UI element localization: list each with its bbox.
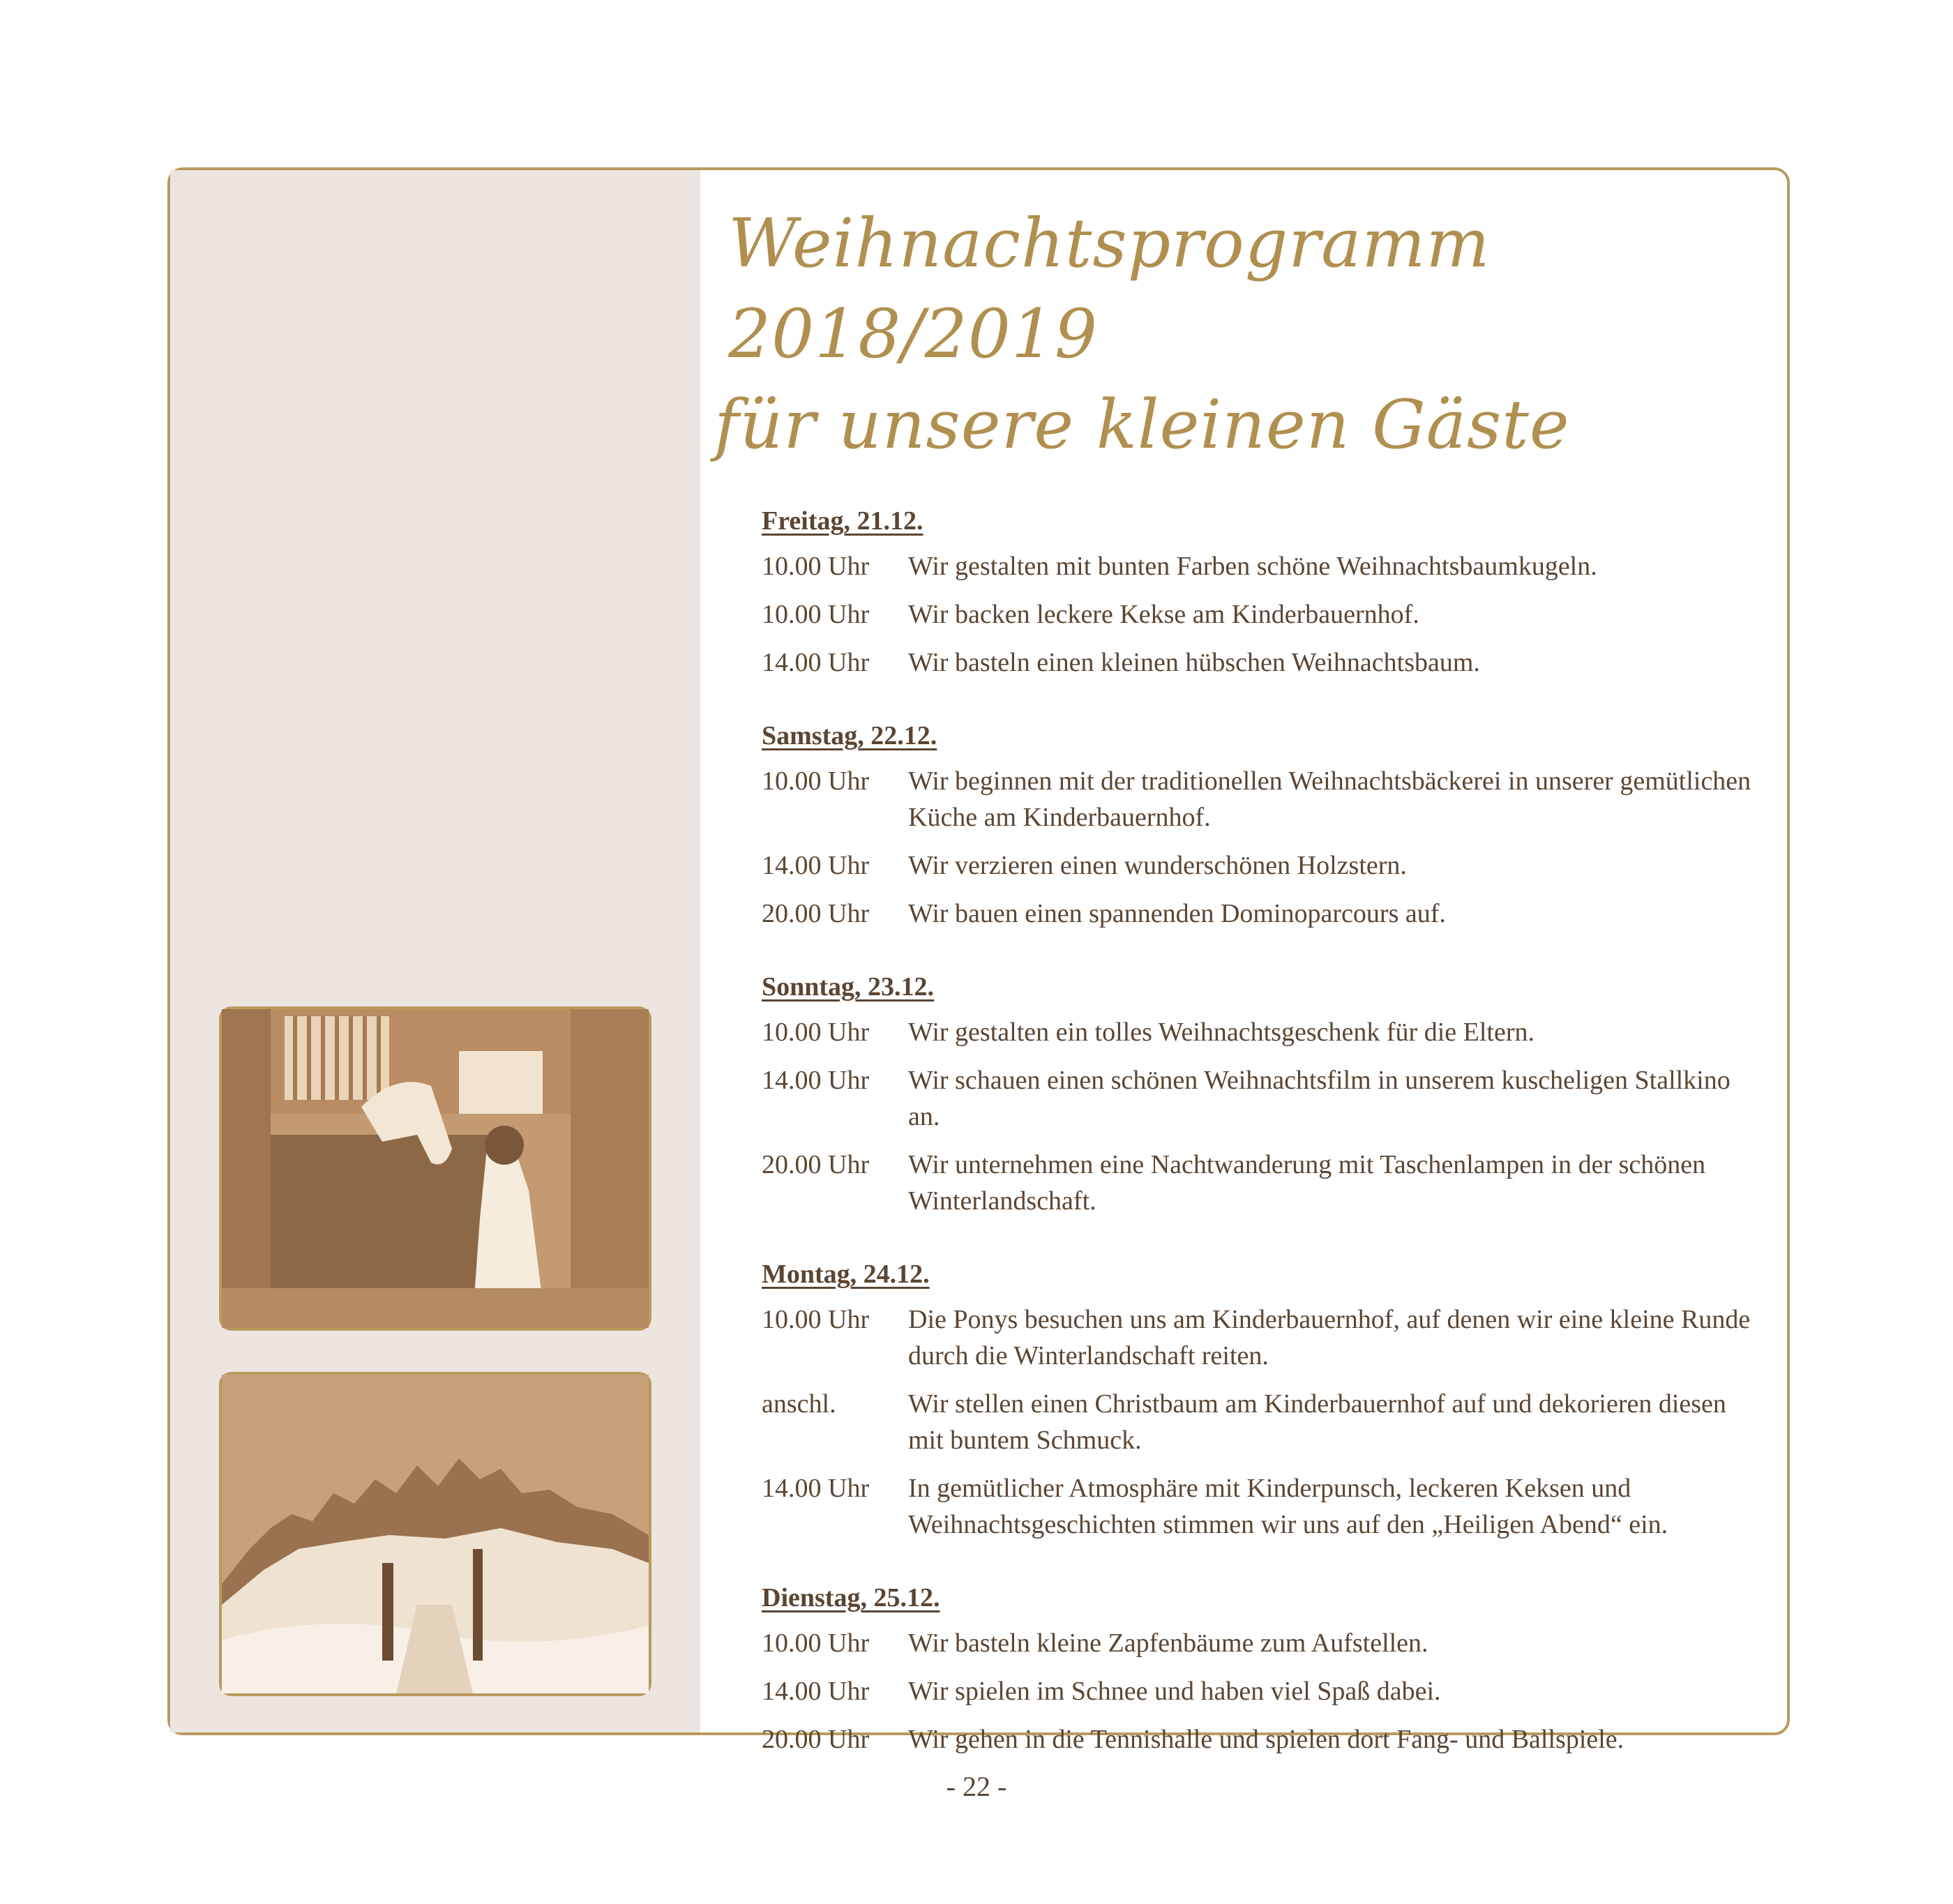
entry-text: Wir bauen einen spannenden Dominoparcours auf. — [908, 899, 1446, 928]
entry-text: Wir gestalten ein tolles Weihnachtsgeschenk für die Eltern. — [908, 1018, 1534, 1047]
page-number: - 22 - — [946, 1771, 1007, 1802]
entry-time: 10.00 Uhr — [762, 1018, 870, 1047]
program-entry — [762, 1386, 1760, 1458]
program-content — [714, 198, 1760, 1769]
day-block-sonntag — [762, 968, 1760, 1219]
program-frame — [167, 167, 1790, 1754]
entry-time: 10.00 Uhr — [762, 600, 870, 629]
entry-text: Wir schauen einen schönen Weihnachtsfilm in unserem kuscheligen Stallkino an. — [908, 1066, 1730, 1131]
entry-text: Wir backen leckere Kekse am Kinderbauernhof. — [908, 600, 1419, 629]
entry-text: Wir gehen in die Tennishalle und spielen dort Fang- und Ballspiele. — [908, 1725, 1624, 1754]
entry-time: 10.00 Uhr — [762, 552, 870, 581]
program-entry — [762, 1062, 1760, 1135]
program-entry — [762, 1673, 1760, 1709]
entry-text: Wir unternehmen eine Nachtwanderung mit Taschenlampen in der schönen Winterlandschaft. — [908, 1150, 1706, 1216]
entry-time: 10.00 Uhr — [762, 766, 870, 796]
entry-time: 14.00 Uhr — [762, 1066, 870, 1095]
entry-text: Wir basteln kleine Zapfenbäume zum Aufstellen. — [908, 1629, 1428, 1658]
entry-text: Die Ponys besuchen uns am Kinderbauernhof, auf denen wir eine kleine Runde durch die Winterlandschaft reiten. — [908, 1305, 1751, 1370]
entry-time: 14.00 Uhr — [762, 648, 870, 677]
program-entry — [762, 596, 1760, 633]
day-heading: Montag, 24.12. — [762, 1260, 930, 1289]
day-heading: Samstag, 22.12. — [762, 721, 937, 750]
day-heading: Sonntag, 23.12. — [762, 972, 935, 1002]
left-side-panel — [170, 170, 700, 1732]
photo-winter-mountains — [219, 1372, 651, 1696]
program-entry — [762, 1014, 1760, 1050]
entry-text: Wir verzieren einen wunderschönen Holzstern. — [908, 851, 1407, 880]
program-entry — [762, 1721, 1760, 1758]
program-entry — [762, 847, 1760, 884]
day-block-dienstag — [762, 1579, 1760, 1758]
entry-time: 14.00 Uhr — [762, 1677, 870, 1706]
day-heading: Freitag, 21.12. — [762, 506, 923, 536]
day-block-montag — [762, 1255, 1760, 1543]
entry-time: 10.00 Uhr — [762, 1305, 870, 1334]
entry-time: 10.00 Uhr — [762, 1629, 870, 1658]
page-title — [714, 198, 1760, 470]
entry-time: 14.00 Uhr — [762, 1474, 870, 1503]
program-entry — [762, 896, 1760, 932]
entry-time: 14.00 Uhr — [762, 851, 870, 880]
program-entry — [762, 548, 1760, 584]
entry-text: Wir beginnen mit der traditionellen Weihnachtsbäckerei in unserer gemütlichen Küche am Kinderbauernhof. — [908, 766, 1751, 832]
day-heading: Dienstag, 25.12. — [762, 1583, 940, 1612]
program-entry — [762, 1470, 1760, 1543]
title-line-1: Weihnachtsprogramm 2018/2019 — [728, 204, 1491, 373]
program-entry — [762, 763, 1760, 836]
program-entry — [762, 1625, 1760, 1661]
program-entry — [762, 644, 1760, 681]
title-line-2: für unsere kleinen Gäste — [714, 386, 1570, 464]
entry-time: 20.00 Uhr — [762, 899, 870, 928]
entry-time: 20.00 Uhr — [762, 1725, 870, 1754]
entry-text: Wir spielen im Schnee und haben viel Spaß dabei. — [908, 1677, 1441, 1706]
entry-text: In gemütlicher Atmosphäre mit Kinderpunsch, leckeren Keksen und Weihnachtsgeschichten stimmen wir uns auf den „Heiligen Abend“ ein. — [908, 1474, 1668, 1539]
entry-time: 20.00 Uhr — [762, 1150, 870, 1179]
entry-time: anschl. — [762, 1389, 836, 1419]
entry-text: Wir stellen einen Christbaum am Kinderbauernhof auf und dekorieren diesen mit buntem Schmuck. — [908, 1389, 1726, 1455]
program-entry — [762, 1147, 1760, 1219]
day-block-freitag — [762, 502, 1760, 681]
photo-girl-with-pony — [219, 1006, 651, 1331]
entry-text: Wir basteln einen kleinen hübschen Weihnachtsbaum. — [908, 648, 1480, 677]
day-block-samstag — [762, 717, 1760, 932]
entry-text: Wir gestalten mit bunten Farben schöne Weihnachtsbaumkugeln. — [908, 552, 1597, 581]
program-entry — [762, 1301, 1760, 1374]
